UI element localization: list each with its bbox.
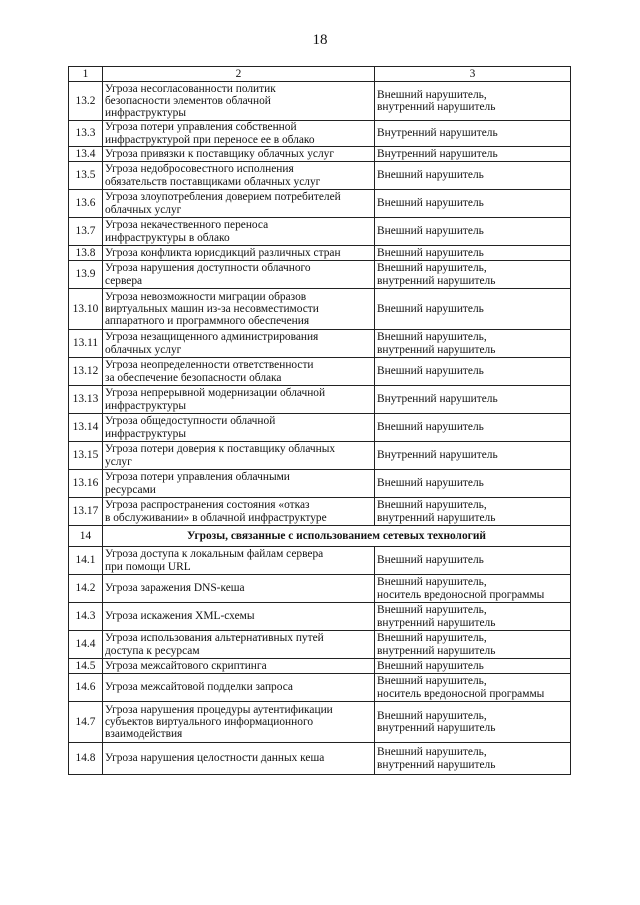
violator-type: Внешний нарушитель, внутренний нарушитель <box>375 702 571 743</box>
violator-type: Внешний нарушитель, внутренний нарушитель <box>375 631 571 659</box>
row-number: 13.15 <box>69 442 103 470</box>
violator-type: Внешний нарушитель, внутренний нарушитель <box>375 330 571 358</box>
table-row <box>69 261 571 289</box>
violator-type: Внешний нарушитель, внутренний нарушитель <box>375 82 571 121</box>
table-row <box>69 289 571 330</box>
threat-name: Угроза злоупотребления доверием потребителей облачных услуг <box>103 190 375 218</box>
table-row <box>69 547 571 575</box>
row-number: 13.4 <box>69 147 103 162</box>
threat-name: Угроза несогласованности политик безопасности элементов облачной инфраструктуры <box>103 82 375 121</box>
violator-type: Внешний нарушитель, внутренний нарушитель <box>375 743 571 775</box>
threat-name: Угроза потери доверия к поставщику облачных услуг <box>103 442 375 470</box>
violator-type: Внутренний нарушитель <box>375 147 571 162</box>
row-number: 13.13 <box>69 386 103 414</box>
table-row <box>69 674 571 702</box>
violator-type: Внешний нарушитель <box>375 246 571 261</box>
table-row <box>69 147 571 162</box>
violator-type: Внутренний нарушитель <box>375 121 571 147</box>
row-number: 14 <box>69 526 103 547</box>
row-number: 13.3 <box>69 121 103 147</box>
threat-name: Угроза невозможности миграции образов виртуальных машин из-за несовместимости аппаратного и программного обеспечения <box>103 289 375 330</box>
table-row <box>69 442 571 470</box>
table-row <box>69 702 571 743</box>
threat-name: Угроза привязки к поставщику облачных услуг <box>103 147 375 162</box>
row-number: 13.6 <box>69 190 103 218</box>
violator-type: Внешний нарушитель, внутренний нарушитель <box>375 498 571 526</box>
table-row <box>69 470 571 498</box>
violator-type: Внешний нарушитель, внутренний нарушитель <box>375 603 571 631</box>
violator-type: Внутренний нарушитель <box>375 442 571 470</box>
threat-name: Угроза конфликта юрисдикций различных стран <box>103 246 375 261</box>
header-row <box>69 67 571 82</box>
row-number: 14.2 <box>69 575 103 603</box>
threat-name: Угроза неопределенности ответственности за обеспечение безопасности облака <box>103 358 375 386</box>
table-row <box>69 575 571 603</box>
violator-type: Внешний нарушитель <box>375 162 571 190</box>
table-row <box>69 218 571 246</box>
row-number: 13.5 <box>69 162 103 190</box>
table-row <box>69 121 571 147</box>
row-number: 14.7 <box>69 702 103 743</box>
row-number: 14.3 <box>69 603 103 631</box>
header-col-number: 1 <box>69 67 103 82</box>
threat-name: Угроза потери управления облачными ресурсами <box>103 470 375 498</box>
threat-name: Угроза распространения состояния «отказ в обслуживании» в облачной инфраструктуре <box>103 498 375 526</box>
threat-name: Угроза недобросовестного исполнения обязательств поставщиками облачных услуг <box>103 162 375 190</box>
row-number: 13.16 <box>69 470 103 498</box>
table-row <box>69 631 571 659</box>
table-row <box>69 162 571 190</box>
row-number: 14.1 <box>69 547 103 575</box>
threat-table <box>68 66 571 775</box>
row-number: 13.10 <box>69 289 103 330</box>
violator-type: Внешний нарушитель <box>375 218 571 246</box>
violator-type: Внешний нарушитель, внутренний нарушитель <box>375 261 571 289</box>
row-number: 14.8 <box>69 743 103 775</box>
row-number: 13.11 <box>69 330 103 358</box>
page-number: 18 <box>312 32 328 48</box>
threat-name: Угроза незащищенного администрирования облачных услуг <box>103 330 375 358</box>
violator-type: Внешний нарушитель <box>375 547 571 575</box>
row-number: 13.14 <box>69 414 103 442</box>
row-number: 13.9 <box>69 261 103 289</box>
violator-type: Внешний нарушитель <box>375 358 571 386</box>
threat-name: Угроза нарушения доступности облачного сервера <box>103 261 375 289</box>
violator-type: Внешний нарушитель <box>375 659 571 674</box>
violator-type: Внешний нарушитель <box>375 470 571 498</box>
violator-type: Внешний нарушитель <box>375 289 571 330</box>
table-row <box>69 358 571 386</box>
table-row <box>69 190 571 218</box>
header-col-violator: 3 <box>375 67 571 82</box>
threat-name: Угроза общедоступности облачной инфраструктуры <box>103 414 375 442</box>
row-number: 14.4 <box>69 631 103 659</box>
violator-type: Внешний нарушитель <box>375 414 571 442</box>
violator-type: Внешний нарушитель <box>375 190 571 218</box>
threat-name: Угроза нарушения процедуры аутентификации субъектов виртуального информационного взаимодействия <box>103 702 375 743</box>
threat-name: Угроза некачественного переноса инфраструктуры в облако <box>103 218 375 246</box>
violator-type: Внешний нарушитель, носитель вредоносной программы <box>375 674 571 702</box>
table-row <box>69 603 571 631</box>
row-number: 14.6 <box>69 674 103 702</box>
table-row <box>69 743 571 775</box>
threat-table-body <box>69 67 571 775</box>
table-row <box>69 82 571 121</box>
section-title: Угрозы, связанные с использованием сетевых технологий <box>103 526 571 547</box>
threat-name: Угроза доступа к локальным файлам сервера при помощи URL <box>103 547 375 575</box>
table-row <box>69 386 571 414</box>
threat-name: Угроза межсайтовой подделки запроса <box>103 674 375 702</box>
threat-name: Угроза потери управления собственной инфраструктурой при переносе ее в облако <box>103 121 375 147</box>
row-number: 13.17 <box>69 498 103 526</box>
threat-name: Угроза заражения DNS-кеша <box>103 575 375 603</box>
header-col-threat: 2 <box>103 67 375 82</box>
table-row <box>69 330 571 358</box>
threat-name: Угроза нарушения целостности данных кеша <box>103 743 375 775</box>
section-row <box>69 526 571 547</box>
violator-type: Внутренний нарушитель <box>375 386 571 414</box>
table-row <box>69 659 571 674</box>
table-row <box>69 246 571 261</box>
row-number: 13.8 <box>69 246 103 261</box>
table-row <box>69 414 571 442</box>
row-number: 13.7 <box>69 218 103 246</box>
threat-name: Угроза непрерывной модернизации облачной инфраструктуры <box>103 386 375 414</box>
row-number: 13.2 <box>69 82 103 121</box>
row-number: 14.5 <box>69 659 103 674</box>
threat-name: Угроза использования альтернативных путей доступа к ресурсам <box>103 631 375 659</box>
table-row <box>69 498 571 526</box>
threat-name: Угроза межсайтового скриптинга <box>103 659 375 674</box>
row-number: 13.12 <box>69 358 103 386</box>
violator-type: Внешний нарушитель, носитель вредоносной программы <box>375 575 571 603</box>
threat-name: Угроза искажения XML-схемы <box>103 603 375 631</box>
